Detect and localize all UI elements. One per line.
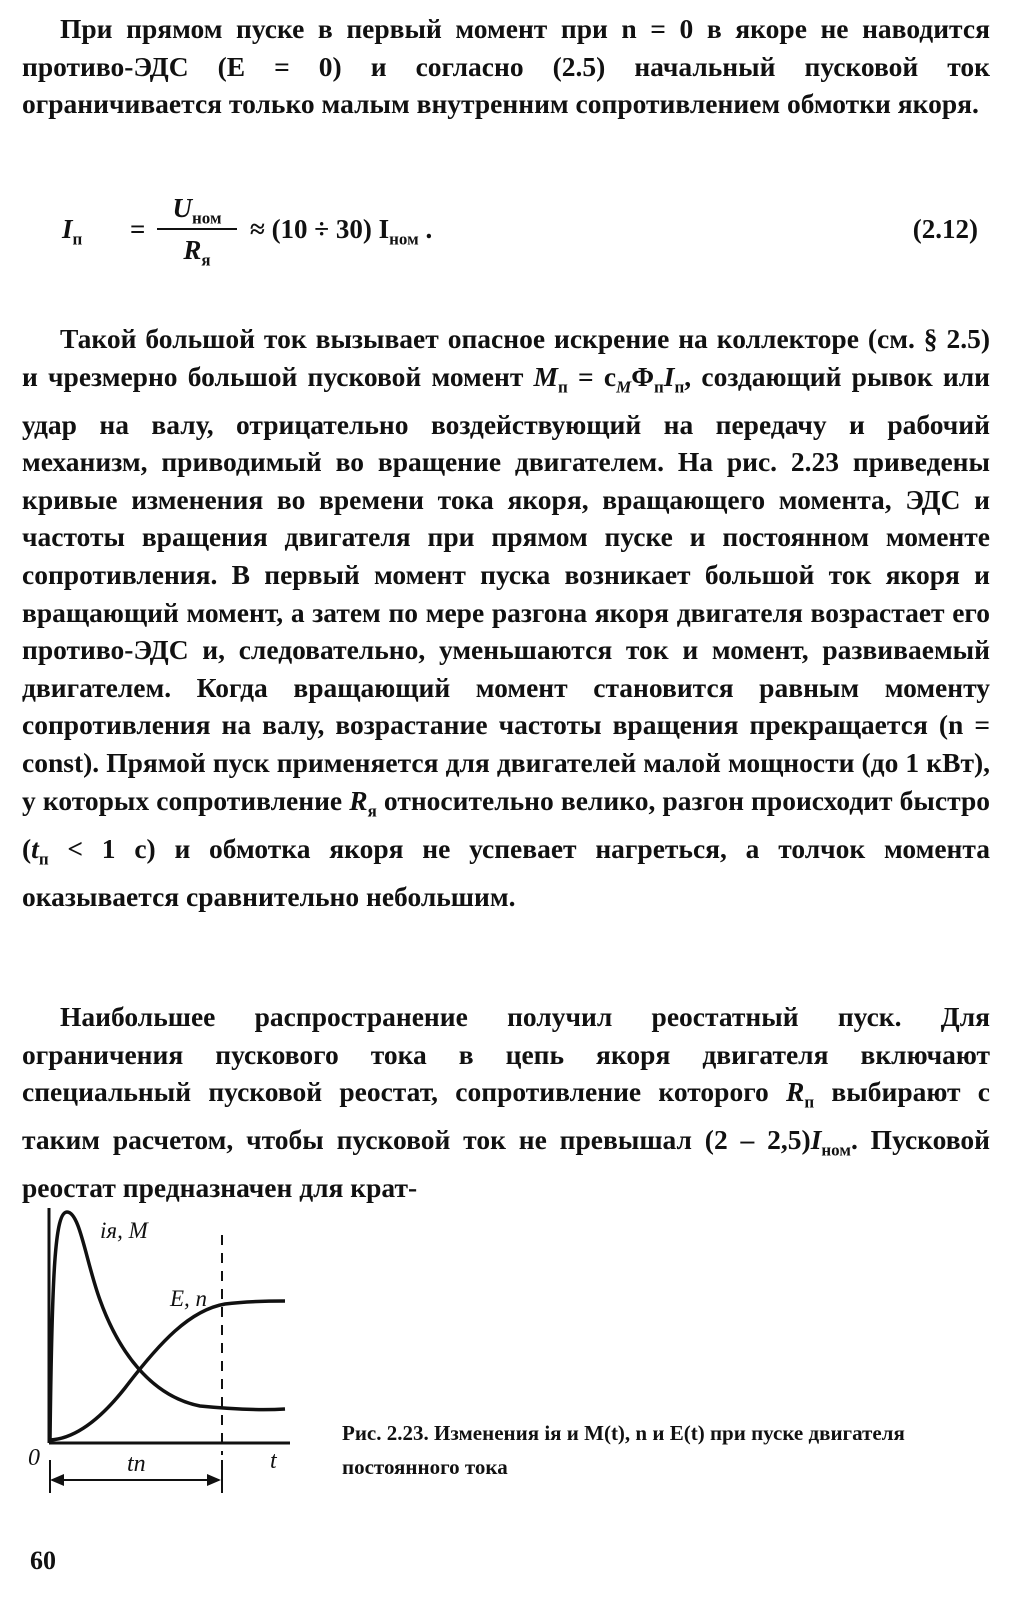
paragraph-3-text: Наибольшее распространение получил реостатный пуск. Для ограничения пускового тока в цепь якоря двигателя включают специальный пусковой реостат, сопротивление которого $R_п$ выбирают с таким расчетом, чтобы пусковой ток не превышал $(2 - 2,5)I_{ном}$. Пусковой реостат предназначен для крат- bbox=[22, 1001, 991, 1204]
formula-fraction bbox=[157, 192, 237, 270]
formula-2-12 bbox=[22, 192, 990, 292]
paragraph-1 bbox=[22, 10, 990, 123]
tp-arrow-left bbox=[50, 1474, 64, 1486]
paragraph-2 bbox=[22, 320, 990, 915]
formula-rhs: ≈ (10 ÷ 30) $I_{ном}$ . bbox=[250, 214, 433, 249]
tp-arrow-right bbox=[207, 1474, 221, 1486]
paragraph-2-text: Такой большой ток вызывает опасное искрение на коллекторе (см. § 2.5) и чрезмерно большой пусковой момент $M_п = c_M\Phi_пI_п$, создающий рывок или удар на валу, отрицательно воздействующий на передачу и рабочий механизм, приводимый во вращение двигателем. На рис. 2.23 приведены кривые изменения во времени тока якоря, вращающего момента, ЭДС и частоты вращения двигателя при прямом пуске и постоянном моменте сопротивления. В первый момент пуска возникает большой ток якоря и вращающий момент, а затем по мере разгона якоря двигателя возрастает его противо-ЭДС и, следовательно, уменьшаются ток и момент, развиваемый двигателем. Когда вращающий момент становится равным моменту сопротивления на валу, возрастание частоты вращения прекращается (n = const). Прямой пуск применяется для двигателей малой мощности (до 1 кВт), у которых сопротивление $R_я$ относительно велико, разгон происходит быстро ($t_п < 1$ с) и обмотка якоря не успевает нагреться, а толчок момента оказывается сравнительно небольшим. bbox=[22, 323, 990, 912]
formula-equals: = bbox=[130, 214, 146, 244]
label-emf-speed: E, n bbox=[170, 1286, 208, 1311]
paragraph-3 bbox=[22, 998, 990, 1207]
figure-2-23 bbox=[0, 1190, 320, 1520]
formula-numerator: $U_{ном}$ bbox=[172, 193, 222, 228]
figure-caption: Рис. 2.23. Изменения iя и M(t), n и E(t) при пуске двигателя постоянного тока bbox=[342, 1421, 905, 1479]
fraction-bar bbox=[157, 228, 237, 230]
label-origin: 0 bbox=[28, 1445, 40, 1471]
label-time: t bbox=[270, 1448, 277, 1474]
formula-number: (2.12) bbox=[912, 214, 978, 244]
label-current-torque: iя, M bbox=[100, 1218, 148, 1243]
formula-lhs: $I_п$ bbox=[62, 214, 83, 249]
paragraph-1-text: При прямом пуске в первый момент при n = 0 в якоре не наводится противо-ЭДС (E = 0) и согласно (2.5) начальный пусковой ток ограничивается только малым внутренним сопротивлением обмотки якоря. bbox=[22, 13, 990, 120]
page-number: 60 bbox=[30, 1546, 56, 1575]
emf-speed-curve bbox=[50, 1301, 285, 1440]
label-start-time: tп bbox=[127, 1451, 146, 1477]
formula-denominator: $R_я$ bbox=[183, 235, 211, 270]
current-torque-curve bbox=[50, 1212, 285, 1440]
